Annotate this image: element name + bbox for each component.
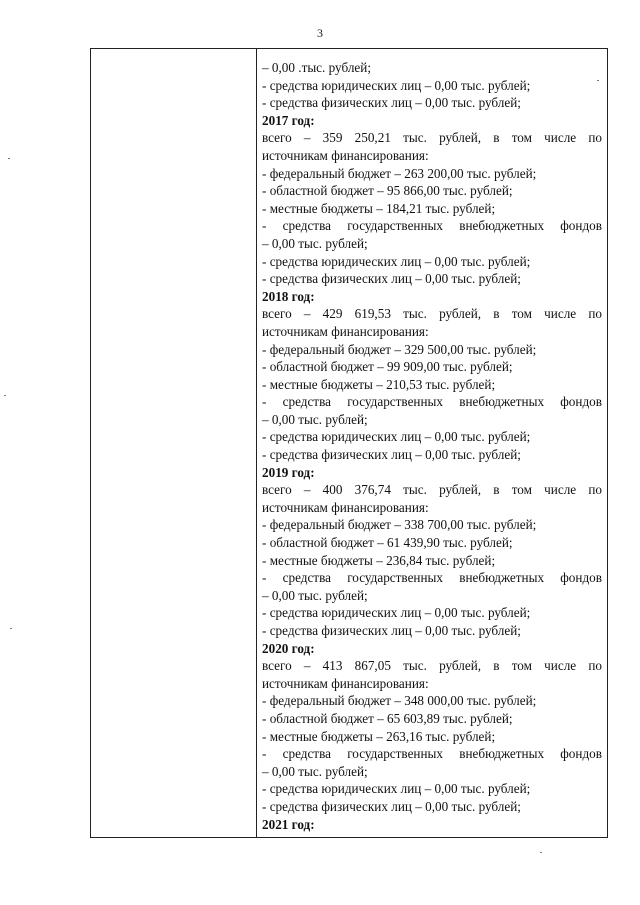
text-line: - средства государственных внебюджетных фондов — [262, 570, 602, 586]
text-line: – 0,00 тыс. рублей; — [262, 587, 368, 603]
text-line: - местные бюджеты – 263,16 тыс. рублей; — [262, 728, 496, 744]
year-heading: 2021 год: — [262, 816, 315, 832]
text-line: - областной бюджет – 61 439,90 тыс. рублей; — [262, 535, 513, 551]
column-divider — [256, 49, 257, 837]
text-line: - местные бюджеты – 184,21 тыс. рублей; — [262, 200, 496, 216]
text-line: - федеральный бюджет – 348 000,00 тыс. рублей; — [262, 693, 537, 709]
year-heading: 2019 год: — [262, 464, 315, 480]
text-line: – 0,00 тыс. рублей; — [262, 235, 368, 251]
text-line: - средства юридических лиц – 0,00 тыс. рублей; — [262, 429, 531, 445]
text-line: – 0,00 тыс. рублей; — [262, 411, 368, 427]
financing-table — [90, 48, 608, 838]
text-line: источникам финансирования: — [262, 499, 429, 515]
text-line: источникам финансирования: — [262, 675, 429, 691]
text-line: - средства физических лиц – 0,00 тыс. рублей; — [262, 271, 521, 287]
text-line: всего – 359 250,21 тыс. рублей, в том числе по — [262, 130, 602, 146]
financing-text-cell — [262, 59, 602, 833]
text-line: - средства юридических лиц – 0,00 тыс. рублей; — [262, 781, 531, 797]
year-heading: 2020 год: — [262, 640, 315, 656]
text-line: - местные бюджеты – 236,84 тыс. рублей; — [262, 552, 496, 568]
text-line: – 0,00 тыс. рублей; — [262, 763, 368, 779]
text-line: - средства юридических лиц – 0,00 тыс. рублей; — [262, 605, 531, 621]
text-line: всего – 413 867,05 тыс. рублей, в том числе по — [262, 658, 602, 674]
scan-speck — [10, 628, 12, 629]
text-line: - средства физических лиц – 0,00 тыс. рублей; — [262, 95, 521, 111]
text-line: - федеральный бюджет – 263 200,00 тыс. рублей; — [262, 165, 537, 181]
text-line: - областной бюджет – 99 909,00 тыс. рублей; — [262, 359, 513, 375]
text-line: всего – 400 376,74 тыс. рублей, в том числе по — [262, 482, 602, 498]
text-line: - средства государственных внебюджетных фондов — [262, 218, 602, 234]
text-line: источникам финансирования: — [262, 323, 429, 339]
text-line: - средства государственных внебюджетных фондов — [262, 746, 602, 762]
text-line: - федеральный бюджет – 338 700,00 тыс. рублей; — [262, 517, 537, 533]
text-line: - средства физических лиц – 0,00 тыс. рублей; — [262, 623, 521, 638]
text-line: - областной бюджет – 95 866,00 тыс. рублей; — [262, 183, 513, 199]
text-line: - средства юридических лиц – 0,00 тыс. рублей; — [262, 77, 531, 93]
text-line: - средства физических лиц – 0,00 тыс. рублей; — [262, 798, 521, 814]
scan-speck — [597, 80, 599, 81]
text-line: - средства юридических лиц – 0,00 тыс. рублей; — [262, 253, 531, 269]
scan-speck — [8, 158, 10, 159]
text-line: – 0,00 .тыс. рублей; — [262, 60, 372, 75]
text-line: - средства физических лиц – 0,00 тыс. рублей; — [262, 447, 521, 463]
page-number: 3 — [317, 26, 323, 40]
text-line: - федеральный бюджет – 329 500,00 тыс. рублей; — [262, 341, 537, 357]
text-line: - средства государственных внебюджетных фондов — [262, 394, 602, 410]
text-line: - областной бюджет – 65 603,89 тыс. рублей; — [262, 710, 513, 726]
year-heading: 2017 год: — [262, 112, 315, 128]
scan-speck — [540, 852, 542, 853]
text-line: источникам финансирования: — [262, 147, 429, 163]
text-line: - местные бюджеты – 210,53 тыс. рублей; — [262, 376, 496, 392]
year-heading: 2018 год: — [262, 288, 315, 304]
scan-speck — [4, 395, 6, 396]
text-line: всего – 429 619,53 тыс. рублей, в том числе по — [262, 306, 602, 322]
